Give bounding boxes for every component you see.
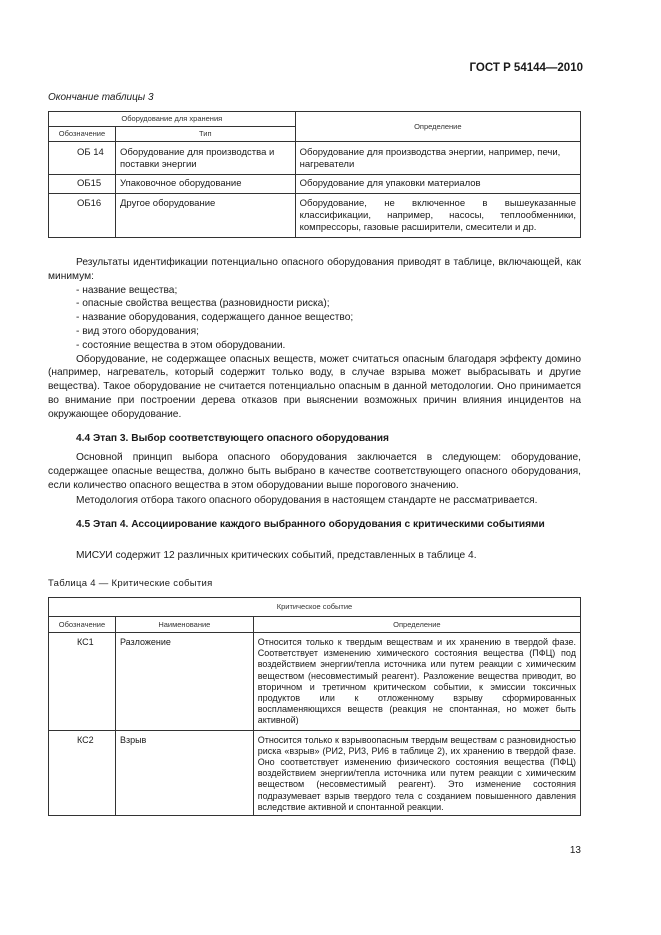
row-code: ОБ 14: [49, 142, 116, 175]
row-code: ОБ16: [49, 194, 116, 238]
row-def: Оборудование для упаковки материалов: [295, 175, 580, 194]
table3-caption: Окончание таблицы 3: [48, 92, 154, 103]
list-item: - опасные свойства вещества (разновидности риска);: [76, 298, 330, 310]
list-item: - название оборудования, содержащего данное вещество;: [76, 312, 354, 324]
table4-caption: Таблица 4 — Критические события: [48, 578, 213, 589]
table3-group-header: Оборудование для хранения: [49, 112, 296, 127]
section-heading-4-4: 4.4 Этап 3. Выбор соответствующего опасного оборудования: [76, 433, 389, 444]
body-text-1: [48, 256, 581, 422]
table4-col-code: Обозначение: [49, 617, 116, 633]
table3-col-code: Обозначение: [49, 127, 116, 142]
body-text-2: [48, 451, 581, 508]
list-item: - вид этого оборудования;: [76, 325, 199, 337]
paragraph: МИСУИ содержит 12 различных критических событий, представленных в таблице 4.: [76, 550, 477, 561]
list-item: - состояние вещества в этом оборудовании.: [76, 339, 286, 351]
page-number: 13: [569, 845, 581, 856]
table4-col-def: Определение: [253, 617, 580, 633]
table-row: [49, 633, 581, 731]
paragraph: Основной принцип выбора опасного оборудования заключается в следующем: оборудование, содержащее опасные вещества, должно быть выбрано в качестве соответствующего опасного оборудования, если количество опасного вещества в этом оборудовании выше порогового значению.: [48, 452, 581, 491]
section-heading-4-5: 4.5 Этап 4. Ассоциирование каждого выбранного оборудования с критическими событиями: [76, 519, 545, 530]
table4: [48, 597, 581, 816]
paragraph: Методология отбора такого опасного оборудования в настоящем стандарте не рассматривается.: [76, 495, 538, 507]
table-row: [49, 142, 581, 175]
standard-header: ГОСТ Р 54144—2010: [469, 62, 583, 74]
table3: [48, 111, 581, 238]
row-def: Оборудование для производства энергии, например, печи, нагреватели: [295, 142, 580, 175]
row-def: Относится только к взрывоопасным твердым веществам с разновидностью риска «взрыв» (РИ2, РИ3, РИ6 в таблице 2), их хранению в твердой фазе. Оно соответствует изменению физического состояния вещества (ПФЦ) воздействием энергии/тепла источника или путем реакции с химическим веществом (несовместимый реагент). Это изменение состояния подразумевает взрыв твердого тела с созданием повышенного давления вследствие активной и спонтанной реакции.: [253, 730, 580, 815]
body-text-3: [48, 549, 581, 563]
table4-group-header: Критическое событие: [49, 598, 581, 617]
row-type: Упаковочное оборудование: [115, 175, 295, 194]
row-def: Оборудование, не включенное в вышеуказанные классификации, например, насосы, теплообменники, компрессоры, газовые расширители, смесители и др.: [295, 194, 580, 238]
row-name: Разложение: [115, 633, 253, 731]
row-type: Другое оборудование: [115, 194, 295, 238]
row-def: Относится только к твердым веществам и их хранению в твердой фазе. Соответствует изменению химического состояния вещества (ПФЦ) под воздействием энергии/тепла источника или путем реакции с химическим веществом (несовместимый реагент). Разложение вещества приводит, во вторичном и третичном критическом событии, к эмиссии токсичных продуктов или к отложенному взрыву сформированных воспламеняющихся веществ (реакция не спонтанная, но может быть активной): [253, 633, 580, 731]
table-row: [49, 730, 581, 815]
table-row: [49, 175, 581, 194]
paragraph: Результаты идентификации потенциально опасного оборудования приводят в таблице, включающей, как минимум:: [48, 257, 581, 282]
row-name: Взрыв: [115, 730, 253, 815]
row-code: КС1: [49, 633, 116, 731]
table4-col-name: Наименование: [115, 617, 253, 633]
table3-col-type: Тип: [115, 127, 295, 142]
row-code: КС2: [49, 730, 116, 815]
table-row: [49, 194, 581, 238]
list-item: - название вещества;: [76, 284, 178, 296]
table3-col-def: Определение: [295, 112, 580, 142]
paragraph: Оборудование, не содержащее опасных веществ, может считаться опасным благодаря эффекту домино (например, нагреватель, который содержит только воду, в случае взрыва может выбрасывать и другие вещества). Такое оборудование не считается потенциально опасным в данной методологии. Оно принимается во внимание при построении дерева отказов при выяснении возможных причин влияния инцидентов на окружающее оборудование.: [48, 353, 581, 420]
row-code: ОБ15: [49, 175, 116, 194]
row-type: Оборудование для производства и поставки энергии: [115, 142, 295, 175]
